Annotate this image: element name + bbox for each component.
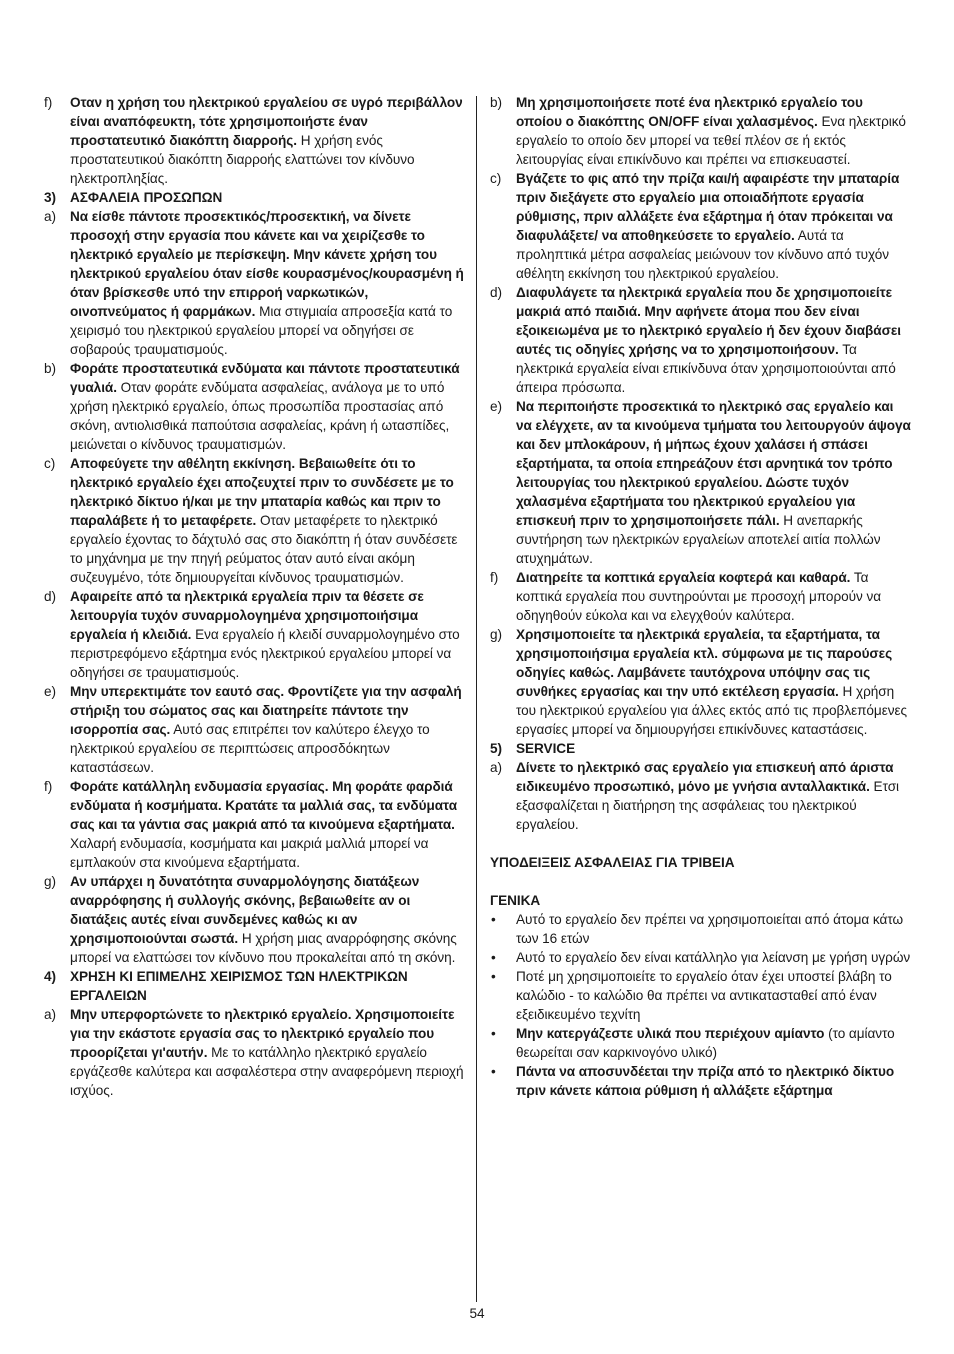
list-item — [490, 397, 912, 568]
list-item — [44, 777, 464, 872]
item-text: Με το κατάλληλο ηλεκτρικό εργαλείο εργάζεσθε καλύτερα και ασφαλέστερα στην αναφερόμενη περιοχή ισχύος. — [70, 1045, 464, 1098]
item-label: f) — [44, 95, 53, 110]
item-text: Τα ηλεκτρικά εργαλεία είναι επικίνδυνα όταν χρησιμοποιούνται από άπειρα πρόσωπα. — [516, 342, 896, 395]
list-item — [44, 454, 464, 587]
bullet-marker: • — [491, 1064, 496, 1079]
bullet-item — [490, 1024, 912, 1062]
section-heading: ΥΠΟΔΕΙΞΕΙΣ ΑΣΦΑΛΕΙΑΣ ΓΙΑ ΤΡΙΒΕΙΑ — [490, 855, 735, 870]
item-text: Η χρήση του ηλεκτρικού εργαλείου για άλλες εκτός από τις προβλεπόμενες εργασίες μπορεί να δημιουργήσει επικίνδυνες καταστάσεις. — [516, 684, 907, 737]
item-bold-text: Διαφυλάγετε τα ηλεκτρικά εργαλεία που δε χρησιμοποιείτε μακριά από παιδιά. Μην αφήνετε άτομα που δεν είναι εξοικειωμένα με το ηλεκτρικό εργαλείο ή δεν έχουν διαβάσει αυτές τις οδηγίες χρήσης να το χρησιμοποιήσουν. — [516, 285, 901, 357]
item-label: a) — [490, 760, 502, 775]
item-label: a) — [44, 1007, 56, 1022]
item-text: Αυτό το εργαλείο δεν είναι κατάλληλο για λείανση με γρήση υγρών — [516, 950, 911, 965]
section-title-text: SERVICE — [516, 741, 576, 756]
item-label: e) — [490, 399, 502, 414]
section-title — [44, 967, 464, 1005]
section-heading: ΓΕΝΙΚΑ — [490, 893, 541, 908]
list-item — [44, 1005, 464, 1100]
item-label: a) — [44, 209, 56, 224]
item-text: Η ανεπαρκής συντήρηση των ηλεκτρικών εργαλείων αποτελεί αιτία πολλών ατυχημάτων. — [516, 513, 881, 566]
bullet-item — [490, 967, 912, 1024]
item-label: f) — [44, 779, 53, 794]
item-label: d) — [490, 285, 502, 300]
list-item — [44, 872, 464, 967]
list-item — [44, 207, 464, 359]
section-number: 4) — [44, 969, 56, 984]
bullet-marker: • — [491, 969, 496, 984]
list-item — [490, 93, 912, 169]
list-item — [44, 682, 464, 777]
bullet-marker: • — [491, 950, 496, 965]
item-text: Αυτά τα προληπτικά μέτρα ασφαλείας μειώνουν τον κίνδυνο από τυχόν αθέλητη εκκίνηση του ηλεκτρικού εργαλείου. — [516, 228, 890, 281]
list-item — [490, 625, 912, 739]
section-title-text: ΑΣΦΑΛΕΙΑ ΠΡΟΣΩΠΩΝ — [70, 190, 223, 205]
section-title-text: ΧΡΗΣΗ ΚΙ ΕΠΙΜΕΛΗΣ ΧΕΙΡΙΣΜΟΣ ΤΩΝ ΗΛΕΚΤΡΙΚΩΝ ΕΡΓΑΛΕΙΩΝ — [70, 969, 408, 1003]
list-item — [490, 758, 912, 834]
page-number: 54 — [469, 1306, 485, 1321]
item-label: c) — [44, 456, 56, 471]
list-item — [44, 93, 464, 188]
item-text: Η χρήση μιας αναρρόφησης σκόνης μπορεί να ελαττώσει τον κίνδυνο που προκαλείται από τη σκόνη. — [70, 931, 457, 965]
item-bold-text: Να περιποιήστε προσεκτικά το ηλεκτρικό σας εργαλείο και να ελέγχετε, αν τα κινούμενα τμήματα του λειτουργούν άψογα και δεν μπλοκάρουν, ή μήπως έχουν χαλάσει ή σπάσει εξαρτήματα, τα οποία επηρεάζουν έτσι αρνητικά τον τρόπο λειτουργίας του ηλεκτρικού εργαλείου. Δώστε τυχόν χαλασμένα εξαρτήματα του ηλεκτρικού εργαλείου για επισκευή πριν το χρησιμοποιήσετε πάλι. — [516, 399, 911, 528]
item-bold-text: Δίνετε το ηλεκτρικό σας εργαλείο για επισκευή από άριστα ειδικευμένο προσωπικό, μόνο με γνήσια ανταλλακτικά. — [516, 760, 894, 794]
list-item — [44, 359, 464, 454]
spacer — [490, 834, 912, 853]
item-bold-text: Μην υπερεκτιμάτε τον εαυτό σας. Φροντίζετε για την ασφαλή στήριξη του σώματος σας και διατηρείτε πάντοτε την ισορροπία σας. — [70, 684, 462, 737]
section-title — [44, 188, 464, 207]
column-divider — [476, 96, 477, 1302]
list-item — [44, 587, 464, 682]
list-item — [490, 169, 912, 283]
item-text: Αυτό το εργαλείο δεν πρέπει να χρησιμοποιείται από άτομα κάτω των 16 ετών — [516, 912, 904, 946]
bullet-item — [490, 1062, 912, 1100]
item-bold-text: Διατηρείτε τα κοπτικά εργαλεία κοφτερά και καθαρά. — [516, 570, 851, 585]
item-text: Ετσι εξασφαλίζεται η διατήρηση της ασφάλειας του ηλεκτρικού εργαλείου. — [516, 779, 900, 832]
section-title — [490, 739, 912, 758]
item-bold-text: Χρησιμοποιείτε τα ηλεκτρικά εργαλεία, τα εξαρτήματα, τα χρησιμοποιήσιμα εργαλεία κτλ. σύμφωνα με τις παρούσες οδηγίες καθώς. Λαμβάνετε ταυτόχρονα υπόψην σας τις συνθήκες εργασίας και την υπό εκτέλεση εργασία. — [516, 627, 893, 699]
bullet-marker: • — [491, 1026, 496, 1041]
item-label: e) — [44, 684, 56, 699]
item-text: (το αμίαντο θεωρείται σαν καρκινογόνο υλικό) — [516, 1026, 895, 1060]
list-item — [490, 283, 912, 397]
item-text: Χαλαρή ενδυμασία, κοσμήματα και μακριά μαλλιά μπορεί να εμπλακούν στα κινούμενα εξαρτήματα. — [70, 836, 429, 870]
item-label: b) — [44, 361, 56, 376]
item-bold-text: Αν υπάρχει η δυνατότητα συναρμολόγησης διατάξεων αναρρόφησης ή συλλογής σκόνης, βεβαιωθείτε αν οι διατάξεις αυτές είναι συνδεμένες καθώς κι αν χρησιμοποιούνται σωστά. — [70, 874, 420, 946]
item-text: Οταν φοράτε ενδύματα ασφαλείας, ανάλογα με το υπό χρήση ηλεκτρικό εργαλείο, όπως προσωπίδα προστασίας από σκόνη, αντιολισθικά παπούτσια ασφαλείας, κράνη ή ωτασπίδες, μειώνεται ο κίνδυνος τραυματισμών. — [70, 380, 450, 452]
section-number: 3) — [44, 190, 56, 205]
item-text: Ποτέ μη χρησιμοποιείτε το εργαλείο όταν έχει υποστεί βλάβη το καλώδιο - το καλώδιο θα πρέπει να αντικατασταθεί από έναν εξειδικευμένο τεχνίτη — [516, 969, 892, 1022]
right-column — [490, 93, 912, 1100]
item-bold-text: Να είσθε πάντοτε προσεκτικός/προσεκτική, να δίνετε προσοχή στην εργασία που κάνετε και να χειρίζεσθε το ηλεκτρικό εργαλείο με περίσκεψη. Μην κάνετε χρήση του ηλεκτρικού εργαλείου όταν είσθε κουρασμένος/κουρασμένη ή όταν βρίσκεσθε υπό την επιρροή ναρκωτικών, οινοπνεύματος ή φαρμάκων. — [70, 209, 464, 319]
item-bold-text: Αποφεύγετε την αθέλητη εκκίνηση. Βεβαιωθείτε ότι το ηλεκτρικό εργαλείο έχει αποζευχτεί πριν το συνδέσετε με το ηλεκτρικό δίκτυο ή/και με την μπαταρία καθώς και πριν το παραλάβετε ή το μεταφέρετε. — [70, 456, 454, 528]
item-label: b) — [490, 95, 502, 110]
item-bold-text: Αφαιρείτε από τα ηλεκτρικά εργαλεία πριν τα θέσετε σε λειτουργία τυχόν συναρμολογημένα χρησιμοποιήσιμα εργαλεία ή κλειδιά. — [70, 589, 424, 642]
item-text: Οταν μεταφέρετε το ηλεκτρικό εργαλείο έχοντας το δάχτυλό σας στο διακόπτη ή όταν συνδέσετε το μηχάνημα με την πηγή ρεύματος όταν αυτό είναι ακόμη συζευγμένο, τότε δημιουργείται κίνδυνος τραυματισμών. — [70, 513, 458, 585]
item-text: Ενα ηλεκτρικό εργαλείο το οποίο δεν μπορεί να τεθεί πλέον σε ή εκτός λειτουργίας είναι επικίνδυνο και πρέπει να επισκευαστεί. — [516, 114, 906, 167]
bullet-item — [490, 910, 912, 948]
left-column — [44, 93, 464, 1100]
item-bold-text: Μη χρησιμοποιήσετε ποτέ ένα ηλεκτρικό εργαλείο του οποίου ο διακόπτης ON/OFF είναι χαλασμένος. — [516, 95, 863, 129]
item-bold-text: Μην κατεργάζεστε υλικά που περιέχουν αμίαντο — [516, 1026, 825, 1041]
item-text: Ενα εργαλείο ή κλειδί συναρμολογημένο στο περιστρεφόμενο εξάρτημα ενός ηλεκτρικού εργαλείου μπορεί να οδηγήσει σε τραυματισμούς. — [70, 627, 460, 680]
item-bold-text: Πάντα να αποσυνδέεται την πρίζα από το ηλεκτρικό δίκτυο πριν κάνετε κάποια ρύθμιση ή αλλάξετε εξάρτημα — [516, 1064, 895, 1098]
item-text: Αυτό σας επιτρέπει τον καλύτερο έλεγχο το ηλεκτρικού εργαλείου σε περιπτώσεις απροσδόκητων καταστάσεων. — [70, 722, 430, 775]
item-bold-text: Βγάζετε το φις από την πρίζα και/ή αφαιρέστε την μπαταρία πριν διεξάγετε στο εργαλείο μια οποιαδήποτε εργασία ρύθμισης, πριν αλλάξετε ένα εξάρτημα ή όταν πρόκειται να διαφυλάξετε/ να αποθηκεύσετε το εργαλείο. — [516, 171, 900, 243]
item-label: f) — [490, 570, 499, 585]
item-label: g) — [490, 627, 502, 642]
item-text: Τα κοπτικά εργαλεία που συντηρούνται με προσοχή μπορούν να οδηγηθούν εύκολα και να ελεγχθούν καλύτερα. — [516, 570, 882, 623]
section-number: 5) — [490, 741, 502, 756]
item-label: d) — [44, 589, 56, 604]
item-bold-text: Φοράτε προστατευτικά ενδύματα και πάντοτε προστατευτικά γυαλιά. — [70, 361, 460, 395]
spacer — [490, 872, 912, 891]
item-label: g) — [44, 874, 56, 889]
list-item — [490, 568, 912, 625]
item-bold-text: Μην υπερφορτώνετε το ηλεκτρικό εργαλείο. Χρησιμοποιείτε για την εκάστοτε εργασία σας το ηλεκτρικό εργαλείο που προορίζεται γι'αυτήν. — [70, 1007, 455, 1060]
item-text: Η χρήση ενός προστατευτικού διακόπτη διαρροής ελαττώνει τον κίνδυνο ηλεκτροπληξίας. — [70, 133, 415, 186]
item-text: Μια στιγμιαία απροσεξία κατά το χειρισμό του ηλεκτρικού εργαλείου μπορεί να οδηγήσει σε σοβαρούς τραυματισμούς. — [70, 304, 453, 357]
item-bold-text: Οταν η χρήση του ηλεκτρικού εργαλείου σε υγρό περιβάλλον είναι αναπόφευκτη, τότε χρησιμοποιήστε έναν προστατευτικό διακόπτη διαρροής. — [70, 95, 463, 148]
bullet-item — [490, 948, 912, 967]
item-label: c) — [490, 171, 502, 186]
bullet-marker: • — [491, 912, 496, 927]
item-bold-text: Φοράτε κατάλληλη ενδυμασία εργασίας. Μη φοράτε φαρδιά ενδύματα ή κοσμήματα. Κρατάτε τα μαλλιά σας, τα ενδύματα σας και τα γάντια σας μακριά από τα κινούμενα εξαρτήματα. — [70, 779, 458, 832]
